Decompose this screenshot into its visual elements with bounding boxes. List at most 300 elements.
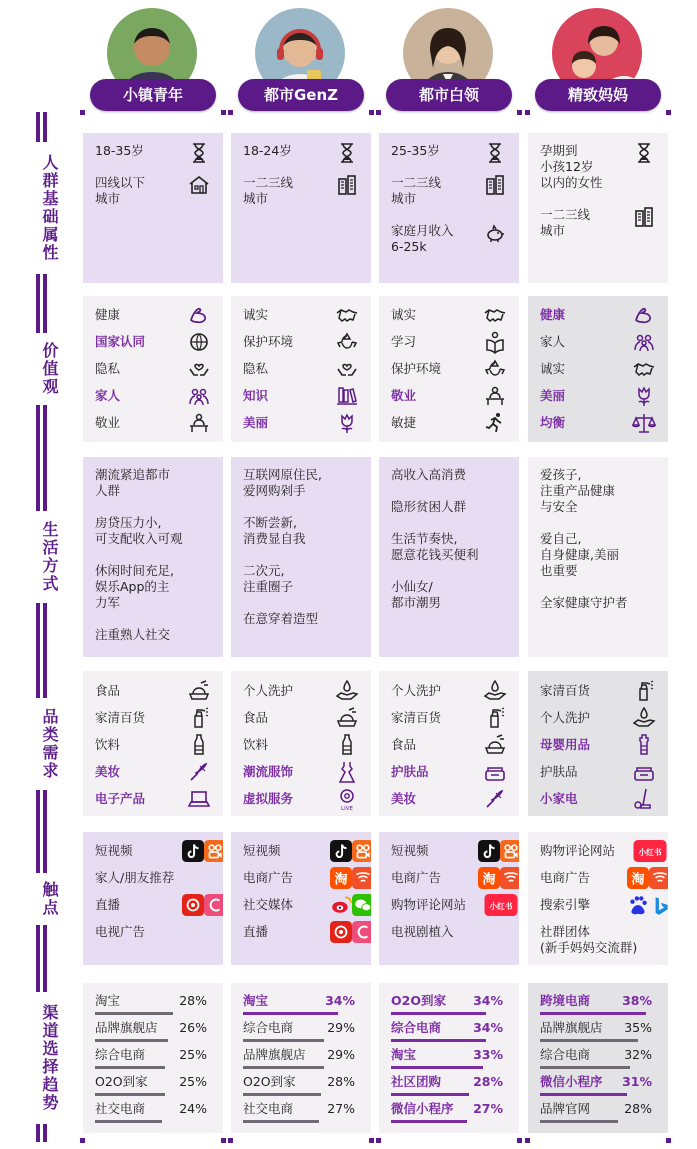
touchpoint-app-icons — [614, 867, 658, 889]
channel-percent: 29% — [327, 1020, 355, 1035]
demographic-text: 18-35岁 — [95, 143, 144, 158]
hands-heart-icon — [187, 357, 211, 381]
demographic-text: 孕期到 小孩12岁 以内的女性 — [540, 143, 603, 190]
channel-share-bar — [540, 1120, 618, 1123]
categories-cell — [379, 671, 519, 816]
category-text: 个人洗护 — [540, 710, 591, 725]
lifestyle-text: 高收入高消费 — [391, 467, 467, 482]
channel-percent: 38% — [622, 993, 652, 1008]
channel-share-bar — [540, 1066, 630, 1069]
demographics-cell — [528, 133, 668, 283]
touchpoint-text: 家人/朋友推荐 — [95, 870, 175, 885]
channel-row — [95, 991, 207, 1018]
category-text: 美妆 — [95, 764, 121, 779]
value-text: 敬业 — [95, 415, 121, 430]
channel-row — [540, 991, 652, 1018]
divider-dot — [228, 1138, 233, 1143]
category-text: 电子产品 — [95, 791, 146, 806]
divider-dot — [369, 1138, 374, 1143]
tulip-icon — [335, 411, 359, 435]
section-title: 人群基础属性 — [40, 154, 59, 262]
touchpoint-app-icons — [317, 894, 361, 916]
handshake-icon — [335, 303, 359, 327]
channel-percent: 34% — [473, 993, 503, 1008]
channel-name: 社交电商 — [243, 1101, 294, 1116]
food-tray-icon — [335, 706, 359, 730]
touchpoint-app-icons — [614, 894, 658, 916]
handshake-icon — [632, 357, 656, 381]
value-text: 隐私 — [95, 361, 121, 376]
dress-icon — [335, 760, 359, 784]
wechat-icon — [341, 894, 361, 914]
persona-label: 都市白领 — [386, 79, 512, 111]
lifestyle-text: 小仙女/ 都市潮男 — [391, 579, 442, 610]
section-divider-line — [36, 925, 40, 993]
touchpoint-app-icons — [169, 894, 213, 916]
section-sidebar — [31, 112, 59, 1142]
review-site-icon — [628, 840, 662, 860]
value-text: 知识 — [243, 388, 269, 403]
lifestyle-text: 二次元, 注重圈子 — [243, 563, 294, 594]
divider-dot — [369, 110, 374, 115]
desk-worker-icon — [187, 411, 211, 435]
channel-percent: 28% — [179, 993, 207, 1008]
ecom-icon — [489, 867, 509, 887]
lifestyle-text: 在意穿着造型 — [243, 611, 319, 626]
taobao-logo-text: 淘 — [334, 872, 348, 888]
channel-name: 品牌旗舰店 — [540, 1020, 603, 1035]
section-title: 触点 — [40, 880, 59, 917]
channel-percent: 28% — [473, 1074, 503, 1089]
channel-share-bar — [95, 1012, 173, 1015]
channel-name: 淘宝 — [95, 993, 121, 1008]
channel-share-bar — [540, 1039, 638, 1042]
channel-name: O2O到家 — [391, 993, 446, 1008]
section-divider-line — [36, 603, 40, 698]
review-site-icon — [479, 894, 513, 914]
channel-row — [391, 991, 503, 1018]
tulip-icon — [632, 384, 656, 408]
laptop-icon — [187, 787, 211, 811]
channel-name: 社交电商 — [95, 1101, 146, 1116]
section-divider-line — [36, 112, 40, 142]
channel-name: 社区团购 — [391, 1074, 442, 1089]
channel-share-bar — [243, 1093, 321, 1096]
piggy-bank-icon — [483, 221, 507, 245]
section-divider-line — [36, 790, 40, 873]
channel-percent: 33% — [473, 1047, 503, 1062]
touchpoint-text: 购物评论网站 — [540, 843, 616, 858]
makeup-brush-icon — [187, 760, 211, 784]
values-cell — [231, 296, 371, 442]
makeup-brush-icon — [483, 787, 507, 811]
channel-name: O2O到家 — [95, 1074, 148, 1089]
channel-name: 综合电商 — [243, 1020, 294, 1035]
reading-icon — [483, 330, 507, 354]
lifestyle-text: 爱孩子, 注重产品健康 与安全 — [540, 467, 616, 514]
handshake-icon — [483, 303, 507, 327]
category-text: 美妆 — [391, 791, 417, 806]
channel-row — [243, 1018, 355, 1045]
value-text: 诚实 — [391, 307, 417, 322]
hourglass-icon — [483, 141, 507, 165]
hand-drop-icon — [335, 679, 359, 703]
category-text: 虚拟服务 — [243, 791, 294, 806]
channel-share-bar — [391, 1120, 467, 1123]
channel-name: 品牌官网 — [540, 1101, 591, 1116]
divider-dot — [666, 1138, 671, 1143]
lifestyle-cell — [83, 457, 223, 657]
recycle-icon — [335, 330, 359, 354]
section-divider-line — [36, 274, 40, 333]
section-divider-line — [43, 790, 47, 873]
divider-dot — [376, 110, 381, 115]
globe-icon — [187, 330, 211, 354]
touchpoint-text: 直播 — [95, 897, 121, 912]
persona-2 — [238, 6, 364, 110]
food-tray-icon — [187, 679, 211, 703]
lifestyle-text: 生活节奏快, 愿意花钱买便利 — [391, 531, 479, 562]
channel-share-bar — [243, 1066, 324, 1069]
channel-row — [95, 1072, 207, 1099]
value-text: 诚实 — [243, 307, 269, 322]
kuaishou-icon — [341, 840, 361, 860]
channels-cell — [231, 983, 371, 1133]
persona-4 — [535, 6, 661, 110]
hourglass-icon — [187, 141, 211, 165]
value-text: 健康 — [95, 307, 121, 322]
kuaishou-icon — [489, 840, 509, 860]
channel-row — [540, 1099, 652, 1126]
strong-arm-icon — [187, 303, 211, 327]
categories-cell — [83, 671, 223, 816]
channels-cell — [83, 983, 223, 1133]
channel-name: 品牌旗舰店 — [243, 1047, 306, 1062]
section-title: 渠道选择趋势 — [40, 1004, 59, 1112]
touchpoint-app-icons — [317, 921, 361, 943]
hands-heart-icon — [335, 357, 359, 381]
lifestyle-cell — [379, 457, 519, 657]
touchpoints-cell — [528, 832, 668, 965]
touchpoint-app-icons — [477, 894, 513, 916]
touchpoint-text: 购物评论网站 — [391, 897, 467, 912]
lifestyle-cell — [528, 457, 668, 657]
channel-name: 淘宝 — [391, 1047, 417, 1062]
strong-arm-icon — [632, 303, 656, 327]
channel-row — [243, 1099, 355, 1126]
category-text: 潮流服饰 — [243, 764, 294, 779]
vacuum-icon — [632, 787, 656, 811]
touchpoint-text: 短视频 — [95, 843, 133, 858]
channel-row — [95, 1045, 207, 1072]
channel-name: 品牌旗舰店 — [95, 1020, 158, 1035]
scales-icon — [632, 411, 656, 435]
value-text: 隐私 — [243, 361, 269, 376]
channel-percent: 32% — [624, 1047, 652, 1062]
values-cell — [83, 296, 223, 442]
channel-share-bar — [243, 1012, 338, 1015]
ecom-icon — [341, 867, 361, 887]
touchpoint-text: 社群团体 (新手妈妈交流群) — [540, 924, 638, 955]
demographics-cell — [379, 133, 519, 283]
channel-row — [243, 1072, 355, 1099]
channel-row — [391, 1099, 503, 1126]
touchpoint-app-icons — [465, 840, 509, 862]
value-text: 诚实 — [540, 361, 566, 376]
channels-cell — [528, 983, 668, 1133]
value-text: 美丽 — [540, 388, 566, 403]
touchpoints-cell — [83, 832, 223, 965]
taobao-icon — [319, 867, 348, 888]
touchpoint-text: 电视广告 — [95, 924, 146, 939]
values-cell — [379, 296, 519, 442]
channels-cell — [379, 983, 519, 1133]
touchpoint-text: 直播 — [243, 924, 269, 939]
channel-percent: 34% — [325, 993, 355, 1008]
demographic-text: 18-24岁 — [243, 143, 292, 158]
channel-row — [95, 1018, 207, 1045]
value-text: 均衡 — [540, 415, 566, 430]
baidu-icon — [616, 894, 636, 914]
live-app2-icon — [193, 894, 213, 914]
hand-drop-icon — [483, 679, 507, 703]
value-text: 家人 — [95, 388, 121, 403]
section-divider-line — [43, 112, 47, 142]
channel-share-bar — [243, 1120, 319, 1123]
divider-dot — [525, 110, 530, 115]
touchpoint-app-icons — [317, 867, 361, 889]
categories-cell — [528, 671, 668, 816]
channel-percent: 27% — [473, 1101, 503, 1116]
category-text: 家清百货 — [391, 710, 442, 725]
review-site-logo-text: 小红书 — [489, 901, 513, 911]
baby-bottle-icon — [632, 733, 656, 757]
lifestyle-text: 全家健康守护者 — [540, 595, 628, 610]
touchpoints-cell — [379, 832, 519, 965]
douyin-icon — [171, 840, 191, 860]
touchpoint-text: 电商广告 — [540, 870, 591, 885]
value-text: 健康 — [540, 307, 566, 322]
taobao-logo-text: 淘 — [482, 872, 496, 888]
touchpoint-app-icons — [626, 840, 662, 862]
lifestyle-text: 注重熟人社交 — [95, 627, 171, 642]
hourglass-icon — [335, 141, 359, 165]
value-text: 家人 — [540, 334, 566, 349]
category-text: 母婴用品 — [540, 737, 591, 752]
food-tray-icon — [483, 733, 507, 757]
hourglass-icon — [632, 141, 656, 165]
divider-dot — [221, 1138, 226, 1143]
value-text: 敬业 — [391, 388, 417, 403]
house-icon — [187, 173, 211, 197]
channel-percent: 34% — [473, 1020, 503, 1035]
values-cell — [528, 296, 668, 442]
category-text: 饮料 — [95, 737, 121, 752]
channel-share-bar — [95, 1039, 168, 1042]
touchpoint-text: 电商广告 — [243, 870, 294, 885]
demographic-text: 一二三线 城市 — [243, 175, 294, 206]
channel-name: 淘宝 — [243, 993, 269, 1008]
lifestyle-text: 互联网原住民, 爱网购剁手 — [243, 467, 322, 498]
family-icon — [187, 384, 211, 408]
touchpoint-app-icons — [169, 840, 213, 862]
divider-dot — [376, 1138, 381, 1143]
category-text: 护肤品 — [540, 764, 578, 779]
spray-bottle-icon — [483, 706, 507, 730]
books-icon — [335, 384, 359, 408]
section-divider-line — [43, 274, 47, 333]
section-divider-line — [43, 925, 47, 993]
category-text: 食品 — [391, 737, 417, 752]
section-title: 生活方式 — [40, 521, 59, 593]
persona-label: 都市GenZ — [238, 79, 364, 111]
category-text: 个人洗护 — [243, 683, 294, 698]
section-divider-line — [43, 1124, 47, 1142]
channel-row — [243, 991, 355, 1018]
ecom-icon — [638, 867, 658, 887]
douyin-icon — [467, 840, 487, 860]
recycle-icon — [483, 357, 507, 381]
channel-row — [243, 1045, 355, 1072]
channel-share-bar — [95, 1066, 165, 1069]
channel-percent: 27% — [327, 1101, 355, 1116]
channel-name: 综合电商 — [95, 1047, 146, 1062]
value-text: 国家认同 — [95, 334, 146, 349]
divider-dot — [228, 110, 233, 115]
bing-icon — [638, 894, 658, 914]
channel-name: O2O到家 — [243, 1074, 296, 1089]
category-text: 家清百货 — [95, 710, 146, 725]
persona-1 — [90, 6, 216, 110]
cream-jar-icon — [483, 760, 507, 784]
taobao-logo-text: 淘 — [631, 872, 645, 888]
value-text: 敏捷 — [391, 415, 417, 430]
channel-percent: 28% — [327, 1074, 355, 1089]
channel-share-bar — [540, 1093, 627, 1096]
channel-percent: 24% — [179, 1101, 207, 1116]
divider-dot — [517, 1138, 522, 1143]
section-title: 价值观 — [40, 342, 59, 396]
review-site-logo-text: 小红书 — [638, 847, 662, 857]
demographics-cell — [231, 133, 371, 283]
bottle-icon — [335, 733, 359, 757]
demographic-text: 25-35岁 — [391, 143, 440, 158]
buildings-icon — [483, 173, 507, 197]
value-text: 美丽 — [243, 415, 269, 430]
channel-name: 综合电商 — [540, 1047, 591, 1062]
channel-row — [540, 1045, 652, 1072]
value-text: 保护环境 — [243, 334, 294, 349]
section-divider-line — [36, 1124, 40, 1142]
demographic-text: 一二三线 城市 — [540, 207, 591, 238]
touchpoint-text: 社交媒体 — [243, 897, 294, 912]
channel-percent: 26% — [179, 1020, 207, 1035]
touchpoint-text: 短视频 — [243, 843, 281, 858]
divider-dot — [666, 110, 671, 115]
spray-bottle-icon — [187, 706, 211, 730]
channel-row — [540, 1018, 652, 1045]
taobao-icon — [467, 867, 496, 888]
category-text: 小家电 — [540, 791, 578, 806]
channel-percent: 25% — [179, 1074, 207, 1089]
divider-dot — [517, 110, 522, 115]
lifestyle-text: 不断尝新, 消费显自我 — [243, 515, 306, 546]
cream-jar-icon — [632, 760, 656, 784]
divider-dot — [80, 1138, 85, 1143]
lifestyle-cell — [231, 457, 371, 657]
lifestyle-text: 房贷压力小, 可支配收入可观 — [95, 515, 183, 546]
desk-worker-icon — [483, 384, 507, 408]
spray-bottle-icon — [632, 679, 656, 703]
channel-percent: 25% — [179, 1047, 207, 1062]
channel-name: 综合电商 — [391, 1020, 442, 1035]
channel-share-bar — [391, 1012, 486, 1015]
channel-share-bar — [95, 1093, 165, 1096]
family-icon — [632, 330, 656, 354]
channel-row — [95, 1099, 207, 1126]
channel-name: 微信小程序 — [391, 1101, 454, 1116]
demographics-cell — [83, 133, 223, 283]
live-badge-text: LIVE — [341, 806, 353, 811]
category-text: 家清百货 — [540, 683, 591, 698]
channel-percent: 31% — [622, 1074, 652, 1089]
channel-row — [391, 1072, 503, 1099]
channel-share-bar — [95, 1120, 162, 1123]
divider-dot — [221, 110, 226, 115]
category-text: 饮料 — [243, 737, 269, 752]
channel-share-bar — [540, 1012, 646, 1015]
touchpoint-text: 电商广告 — [391, 870, 442, 885]
lifestyle-text: 潮流紧追都市 人群 — [95, 467, 171, 498]
runner-icon — [483, 411, 507, 435]
persona-label: 小镇青年 — [90, 79, 216, 111]
touchpoints-cell — [231, 832, 371, 965]
buildings-icon — [335, 173, 359, 197]
category-text: 个人洗护 — [391, 683, 442, 698]
channel-row — [391, 1018, 503, 1045]
channel-name: 微信小程序 — [540, 1074, 603, 1089]
categories-cell — [231, 671, 371, 816]
channel-name: 跨境电商 — [540, 993, 591, 1008]
channel-percent: 29% — [327, 1047, 355, 1062]
channel-percent: 35% — [624, 1020, 652, 1035]
section-divider-line — [36, 405, 40, 511]
live-app2-icon — [341, 921, 361, 941]
divider-dot — [80, 110, 85, 115]
touchpoint-app-icons — [317, 840, 361, 862]
section-divider-line — [43, 603, 47, 698]
channel-share-bar — [243, 1039, 324, 1042]
touchpoint-text: 短视频 — [391, 843, 429, 858]
touchpoint-app-icons — [465, 867, 509, 889]
channel-share-bar — [391, 1039, 486, 1042]
persona-3 — [386, 6, 512, 110]
channel-percent: 28% — [624, 1101, 652, 1116]
persona-label: 精致妈妈 — [535, 79, 661, 111]
touchpoint-text: 搜索引擎 — [540, 897, 591, 912]
value-text: 学习 — [391, 334, 417, 349]
channel-share-bar — [391, 1093, 469, 1096]
divider-dot — [525, 1138, 530, 1143]
bottle-icon — [187, 733, 211, 757]
lifestyle-text: 休闲时间充足, 娱乐App的主 力军 — [95, 563, 174, 610]
demographic-text: 四线以下 城市 — [95, 175, 146, 206]
demographic-text: 家庭月收入 6-25k — [391, 223, 454, 254]
kuaishou-icon — [193, 840, 213, 860]
section-divider-line — [43, 405, 47, 511]
channel-row — [540, 1072, 652, 1099]
live-app-icon — [171, 894, 191, 914]
